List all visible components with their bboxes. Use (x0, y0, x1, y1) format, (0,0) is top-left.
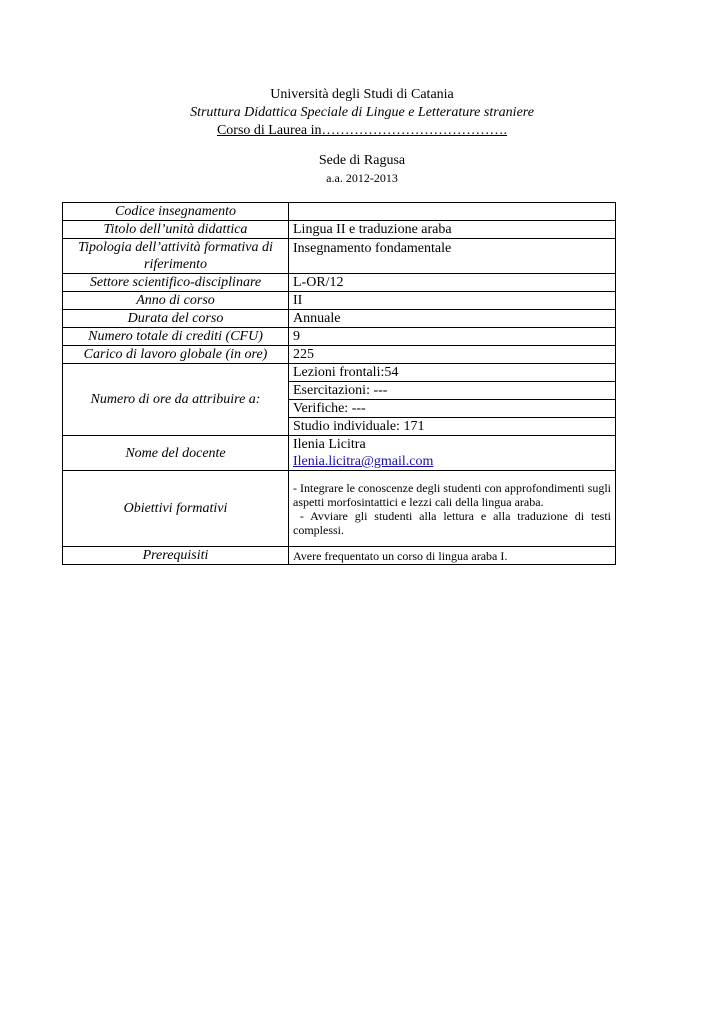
table-row (63, 221, 616, 239)
row-value-verifiche: Verifiche: --- (289, 400, 616, 418)
table-row (63, 364, 616, 382)
table-row (63, 292, 616, 310)
row-label-codice: Codice insegnamento (63, 203, 289, 221)
location-block (0, 152, 724, 186)
row-value-codice (289, 203, 616, 221)
row-value-crediti: 9 (289, 328, 616, 346)
row-label-prerequisiti: Prerequisiti (63, 547, 289, 565)
row-value-prerequisiti: Avere frequentato un corso di lingua araba I. (289, 547, 616, 565)
table-row (63, 310, 616, 328)
row-label-durata: Durata del corso (63, 310, 289, 328)
row-label-anno: Anno di corso (63, 292, 289, 310)
row-value-tipologia: Insegnamento fondamentale (289, 239, 616, 274)
objective-1: - Integrare le conoscenze degli studenti con approfondimenti sugli aspetti morfosintattici e lezzi cali della lingua araba. (293, 480, 611, 509)
department-name: Struttura Didattica Speciale di Lingue e Letterature straniere (190, 105, 534, 120)
row-value-durata: Annuale (289, 310, 616, 328)
course-info-table (62, 202, 616, 565)
row-value-titolo: Lingua II e traduzione araba (289, 221, 616, 239)
row-value-lezioni: Lezioni frontali:54 (289, 364, 616, 382)
row-label-settore: Settore scientifico-disciplinare (63, 274, 289, 292)
row-value-obiettivi (289, 471, 616, 547)
table-row (63, 547, 616, 565)
table-row (63, 346, 616, 364)
row-value-carico: 225 (289, 346, 616, 364)
row-label-carico: Carico di lavoro globale (in ore) (63, 346, 289, 364)
table-row (63, 436, 616, 471)
degree-course: Corso di Laurea in…………………………………. (216, 123, 508, 138)
row-value-anno: II (289, 292, 616, 310)
row-value-esercitazioni: Esercitazioni: --- (289, 382, 616, 400)
row-label-crediti: Numero totale di crediti (CFU) (63, 328, 289, 346)
objective-2: - Avviare gli studenti alla lettura e alla traduzione di testi complessi. (293, 508, 615, 537)
location: Sede di Ragusa (318, 153, 406, 168)
academic-year: a.a. 2012-2013 (326, 171, 398, 185)
row-label-docente: Nome del docente (63, 436, 289, 471)
row-value-settore: L-OR/12 (289, 274, 616, 292)
row-value-docente (289, 436, 616, 471)
table-row (63, 239, 616, 274)
table-row (63, 203, 616, 221)
teacher-name: Ilenia Licitra (293, 437, 366, 452)
university-name: Università degli Studi di Catania (270, 87, 454, 102)
row-label-obiettivi: Obiettivi formativi (63, 471, 289, 547)
table-row (63, 274, 616, 292)
row-label-ore: Numero di ore da attribuire a: (63, 364, 289, 436)
table-row (63, 471, 616, 547)
row-label-titolo: Titolo dell’unità didattica (63, 221, 289, 239)
teacher-email-link[interactable]: Ilenia.licitra@gmail.com (293, 454, 434, 469)
row-value-studio: Studio individuale: 171 (289, 418, 616, 436)
table-row (63, 328, 616, 346)
document-header (0, 86, 724, 140)
row-label-tipologia: Tipologia dell’attività formativa di riferimento (63, 239, 289, 274)
